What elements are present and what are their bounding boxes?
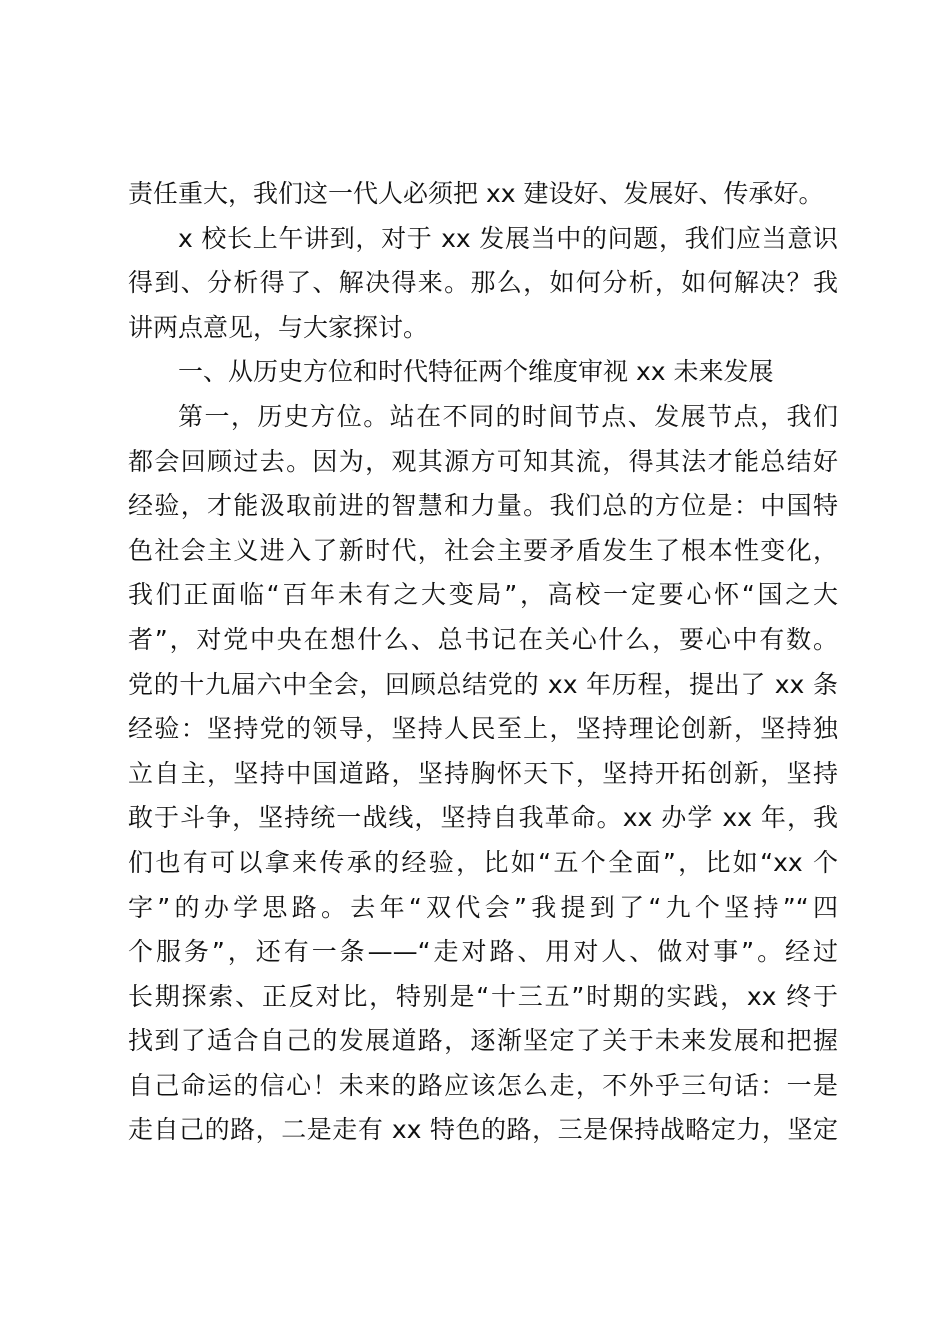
text-line-4: 讲两点意见，与大家探讨。 bbox=[128, 312, 429, 342]
text-line-9: 色社会主义进入了新时代，社会主要矛盾发生了根本性变化， bbox=[128, 535, 838, 565]
text-line-21: 自己命运的信心！未来的路应该怎么走，不外乎三句话：一是 bbox=[128, 1070, 838, 1100]
text-line-17: 字”的办学思路。去年“双代会”我提到了“九个坚持”“四 bbox=[128, 892, 838, 922]
text-line-22: 走自己的路，二是走有 xx 特色的路，三是保持战略定力，坚定 bbox=[128, 1115, 838, 1145]
text-line-7: 都会回顾过去。因为，观其源方可知其流，得其法才能总结好 bbox=[128, 446, 838, 476]
text-line-16: 们也有可以拿来传承的经验，比如“五个全面”，比如“xx 个 bbox=[128, 847, 838, 877]
text-line-10: 我们正面临“百年未有之大变局”，高校一定要心怀“国之大 bbox=[128, 580, 838, 610]
text-line-13: 经验：坚持党的领导，坚持人民至上，坚持理论创新，坚持独 bbox=[128, 714, 838, 744]
text-line-2: x 校长上午讲到，对于 xx 发展当中的问题，我们应当意识 bbox=[178, 223, 838, 253]
text-line-1: 责任重大，我们这一代人必须把 xx 建设好、发展好、传承好。 bbox=[128, 179, 824, 208]
text-line-11: 者”，对党中央在想什么、总书记在关心什么，要心中有数。 bbox=[128, 624, 838, 654]
text-line-20: 找到了适合自己的发展道路，逐渐坚定了关于未来发展和把握 bbox=[128, 1026, 838, 1056]
text-line-3: 得到、分析得了、解决得来。那么，如何分析，如何解决？我 bbox=[128, 268, 838, 298]
text-line-19: 长期探索、正反对比，特别是“十三五”时期的实践，xx 终于 bbox=[128, 981, 838, 1011]
text-line-8: 经验，才能汲取前进的智慧和力量。我们总的方位是：中国特 bbox=[128, 491, 838, 521]
text-line-18: 个服务”，还有一条——“走对路、用对人、做对事”。经过 bbox=[128, 937, 838, 967]
text-line-15: 敢于斗争，坚持统一战线，坚持自我革命。xx 办学 xx 年，我 bbox=[128, 803, 838, 833]
text-line-12: 党的十九届六中全会，回顾总结党的 xx 年历程，提出了 xx 条 bbox=[128, 669, 838, 699]
document-body bbox=[128, 172, 838, 1153]
section-heading: 一、从历史方位和时代特征两个维度审视 xx 未来发展 bbox=[178, 357, 774, 387]
text-line-6: 第一，历史方位。站在不同的时间节点、发展节点，我们 bbox=[178, 401, 838, 431]
text-line-14: 立自主，坚持中国道路，坚持胸怀天下，坚持开拓创新，坚持 bbox=[128, 758, 838, 788]
